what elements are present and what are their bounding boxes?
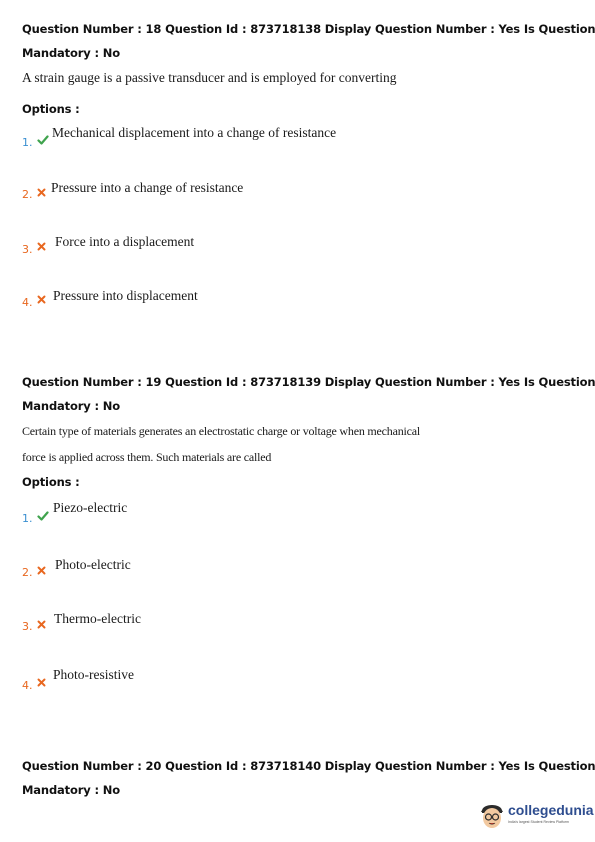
option-3 <box>0 611 595 641</box>
option-3 <box>0 234 595 264</box>
option-number: 2. <box>22 188 33 201</box>
option-text: Mechanical displacement into a change of resistance <box>52 125 337 140</box>
cross-icon <box>37 295 46 304</box>
question-text: Certain type of materials generates an electrostatic charge or voltage when mechanical <box>22 424 421 438</box>
options-label: Options : <box>22 475 80 489</box>
option-text: Piezo-electric <box>53 500 128 515</box>
option-number: 3. <box>22 243 33 256</box>
cross-icon <box>37 678 46 687</box>
check-icon <box>37 134 49 146</box>
option-number: 2. <box>22 566 33 579</box>
question-text: force is applied across them. Such materials are called <box>22 450 272 464</box>
option-1 <box>0 500 595 530</box>
cross-icon <box>37 242 46 251</box>
question-header: Question Number : 18 Question Id : 873718138 Display Question Number : Yes Is Question <box>22 22 595 36</box>
option-number: 4. <box>22 296 33 309</box>
collegedunia-logo <box>478 800 594 834</box>
option-number: 3. <box>22 620 33 633</box>
option-number: 4. <box>22 679 33 692</box>
cross-icon <box>37 620 46 629</box>
option-text: Photo-electric <box>55 557 131 572</box>
cross-icon <box>37 566 46 575</box>
option-text: Force into a displacement <box>55 234 195 249</box>
mandatory-label: Mandatory : No <box>22 399 120 413</box>
option-text: Photo-resistive <box>53 667 134 682</box>
question-header: Question Number : 19 Question Id : 873718139 Display Question Number : Yes Is Question <box>22 375 595 389</box>
question-text: A strain gauge is a passive transducer and is employed for converting <box>22 70 397 85</box>
mascot-face-icon <box>478 800 506 832</box>
cross-icon <box>37 188 46 197</box>
options-label: Options : <box>22 102 80 116</box>
option-text: Pressure into a change of resistance <box>51 180 244 195</box>
option-number: 1. <box>22 512 33 525</box>
logo-tagline: India's largest Student Review Platform <box>508 820 569 824</box>
option-2 <box>0 557 595 587</box>
option-1 <box>0 125 595 155</box>
logo-wordmark: collegedunia <box>508 802 594 818</box>
option-4 <box>0 667 595 697</box>
mandatory-label: Mandatory : No <box>22 46 120 60</box>
option-text: Pressure into displacement <box>53 288 198 303</box>
option-2 <box>0 180 595 210</box>
mandatory-label: Mandatory : No <box>22 783 120 797</box>
check-icon <box>37 510 49 522</box>
option-number: 1. <box>22 136 33 149</box>
option-text: Thermo-electric <box>54 611 141 626</box>
option-4 <box>0 288 595 318</box>
question-header: Question Number : 20 Question Id : 873718140 Display Question Number : Yes Is Question <box>22 759 595 773</box>
